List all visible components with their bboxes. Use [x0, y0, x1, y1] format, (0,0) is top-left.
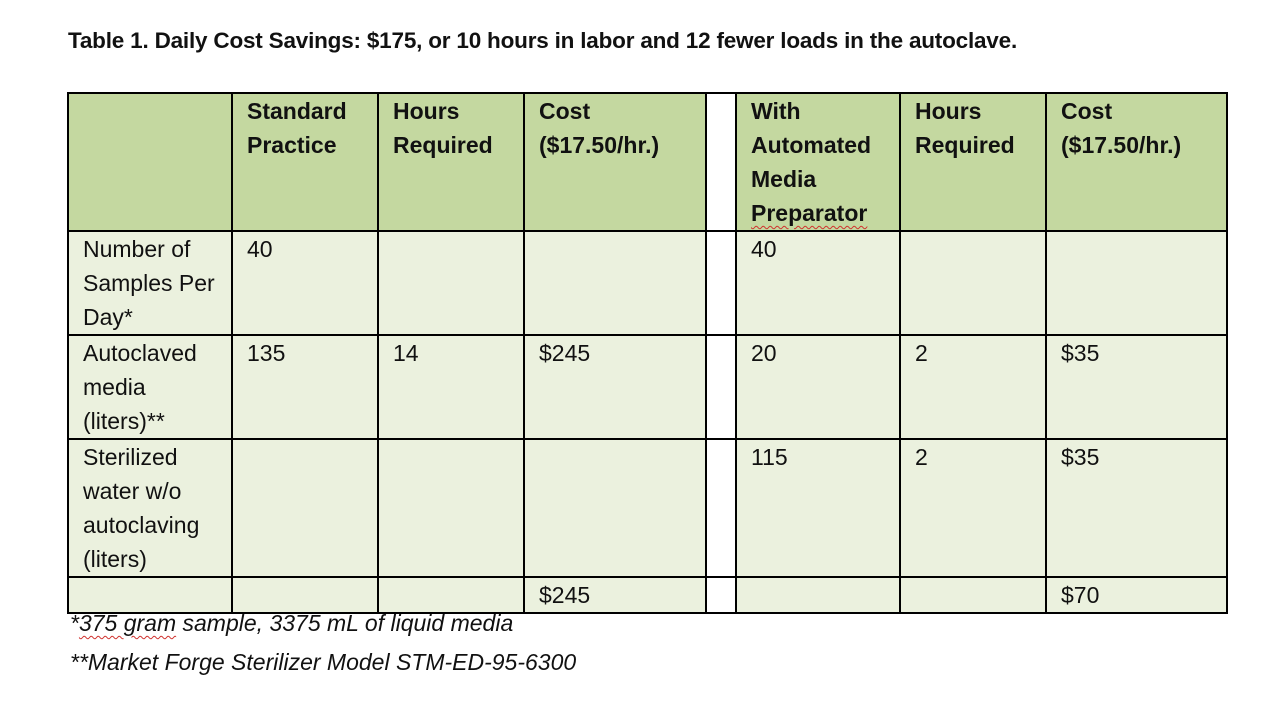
cell-automated-hours: 2: [900, 335, 1046, 439]
cell-automated-value: 20: [736, 335, 900, 439]
table-row: [68, 439, 1227, 577]
cell-standard-total-cost: $245: [524, 577, 706, 613]
table-row: [68, 231, 1227, 335]
header-row: [68, 93, 1227, 231]
cell-standard-hours: [378, 577, 524, 613]
cell-automated-total-cost: $70: [1046, 577, 1227, 613]
row-label: Autoclaved media (liters)**: [68, 335, 232, 439]
footnote-misspelled-text: 375 gram: [78, 610, 177, 636]
cell-automated-value: 40: [736, 231, 900, 335]
column-gap: [706, 577, 736, 613]
header-automated-text: With Automated Media: [751, 98, 872, 192]
header-standard-practice: Standard Practice: [232, 93, 378, 231]
cell-automated-value: 115: [736, 439, 900, 577]
footnote-text: sample, 3375 mL of liquid media: [176, 610, 514, 636]
cell-standard-value: 135: [232, 335, 378, 439]
column-gap: [706, 335, 736, 439]
footnote-marker: *: [70, 610, 79, 636]
cell-standard-value: [232, 577, 378, 613]
cell-automated-cost: [1046, 231, 1227, 335]
footnote-sample-size: [70, 610, 513, 637]
row-label: Sterilized water w/o autoclaving (liters): [68, 439, 232, 577]
table-row: [68, 335, 1227, 439]
cell-automated-cost: $35: [1046, 439, 1227, 577]
column-gap: [706, 439, 736, 577]
cost-savings-table: [67, 92, 1228, 614]
header-hours-required-standard: Hours Required: [378, 93, 524, 231]
header-preparator-text: Preparator: [751, 200, 868, 226]
header-cell-empty: [68, 93, 232, 231]
cell-automated-value: [736, 577, 900, 613]
cell-standard-hours: 14: [378, 335, 524, 439]
header-cost-automated: Cost ($17.50/hr.): [1046, 93, 1227, 231]
cell-standard-value: [232, 439, 378, 577]
header-hours-required-automated: Hours Required: [900, 93, 1046, 231]
cell-standard-hours: [378, 231, 524, 335]
cell-standard-cost: [524, 439, 706, 577]
cell-standard-cost: [524, 231, 706, 335]
cell-automated-cost: $35: [1046, 335, 1227, 439]
row-label: [68, 577, 232, 613]
row-label: Number of Samples Per Day*: [68, 231, 232, 335]
column-gap: [706, 93, 736, 231]
cell-standard-hours: [378, 439, 524, 577]
cell-standard-cost: $245: [524, 335, 706, 439]
cell-automated-hours: 2: [900, 439, 1046, 577]
header-automated-media-preparator: [736, 93, 900, 231]
total-row: [68, 577, 1227, 613]
footnote-sterilizer-model: **Market Forge Sterilizer Model STM-ED-95-6300: [70, 649, 577, 675]
cell-automated-hours: [900, 577, 1046, 613]
table-title: Table 1. Daily Cost Savings: $175, or 10 hours in labor and 12 fewer loads in the autoclave.: [68, 28, 1017, 53]
column-gap: [706, 231, 736, 335]
cell-standard-value: 40: [232, 231, 378, 335]
header-cost-standard: Cost ($17.50/hr.): [524, 93, 706, 231]
cell-automated-hours: [900, 231, 1046, 335]
